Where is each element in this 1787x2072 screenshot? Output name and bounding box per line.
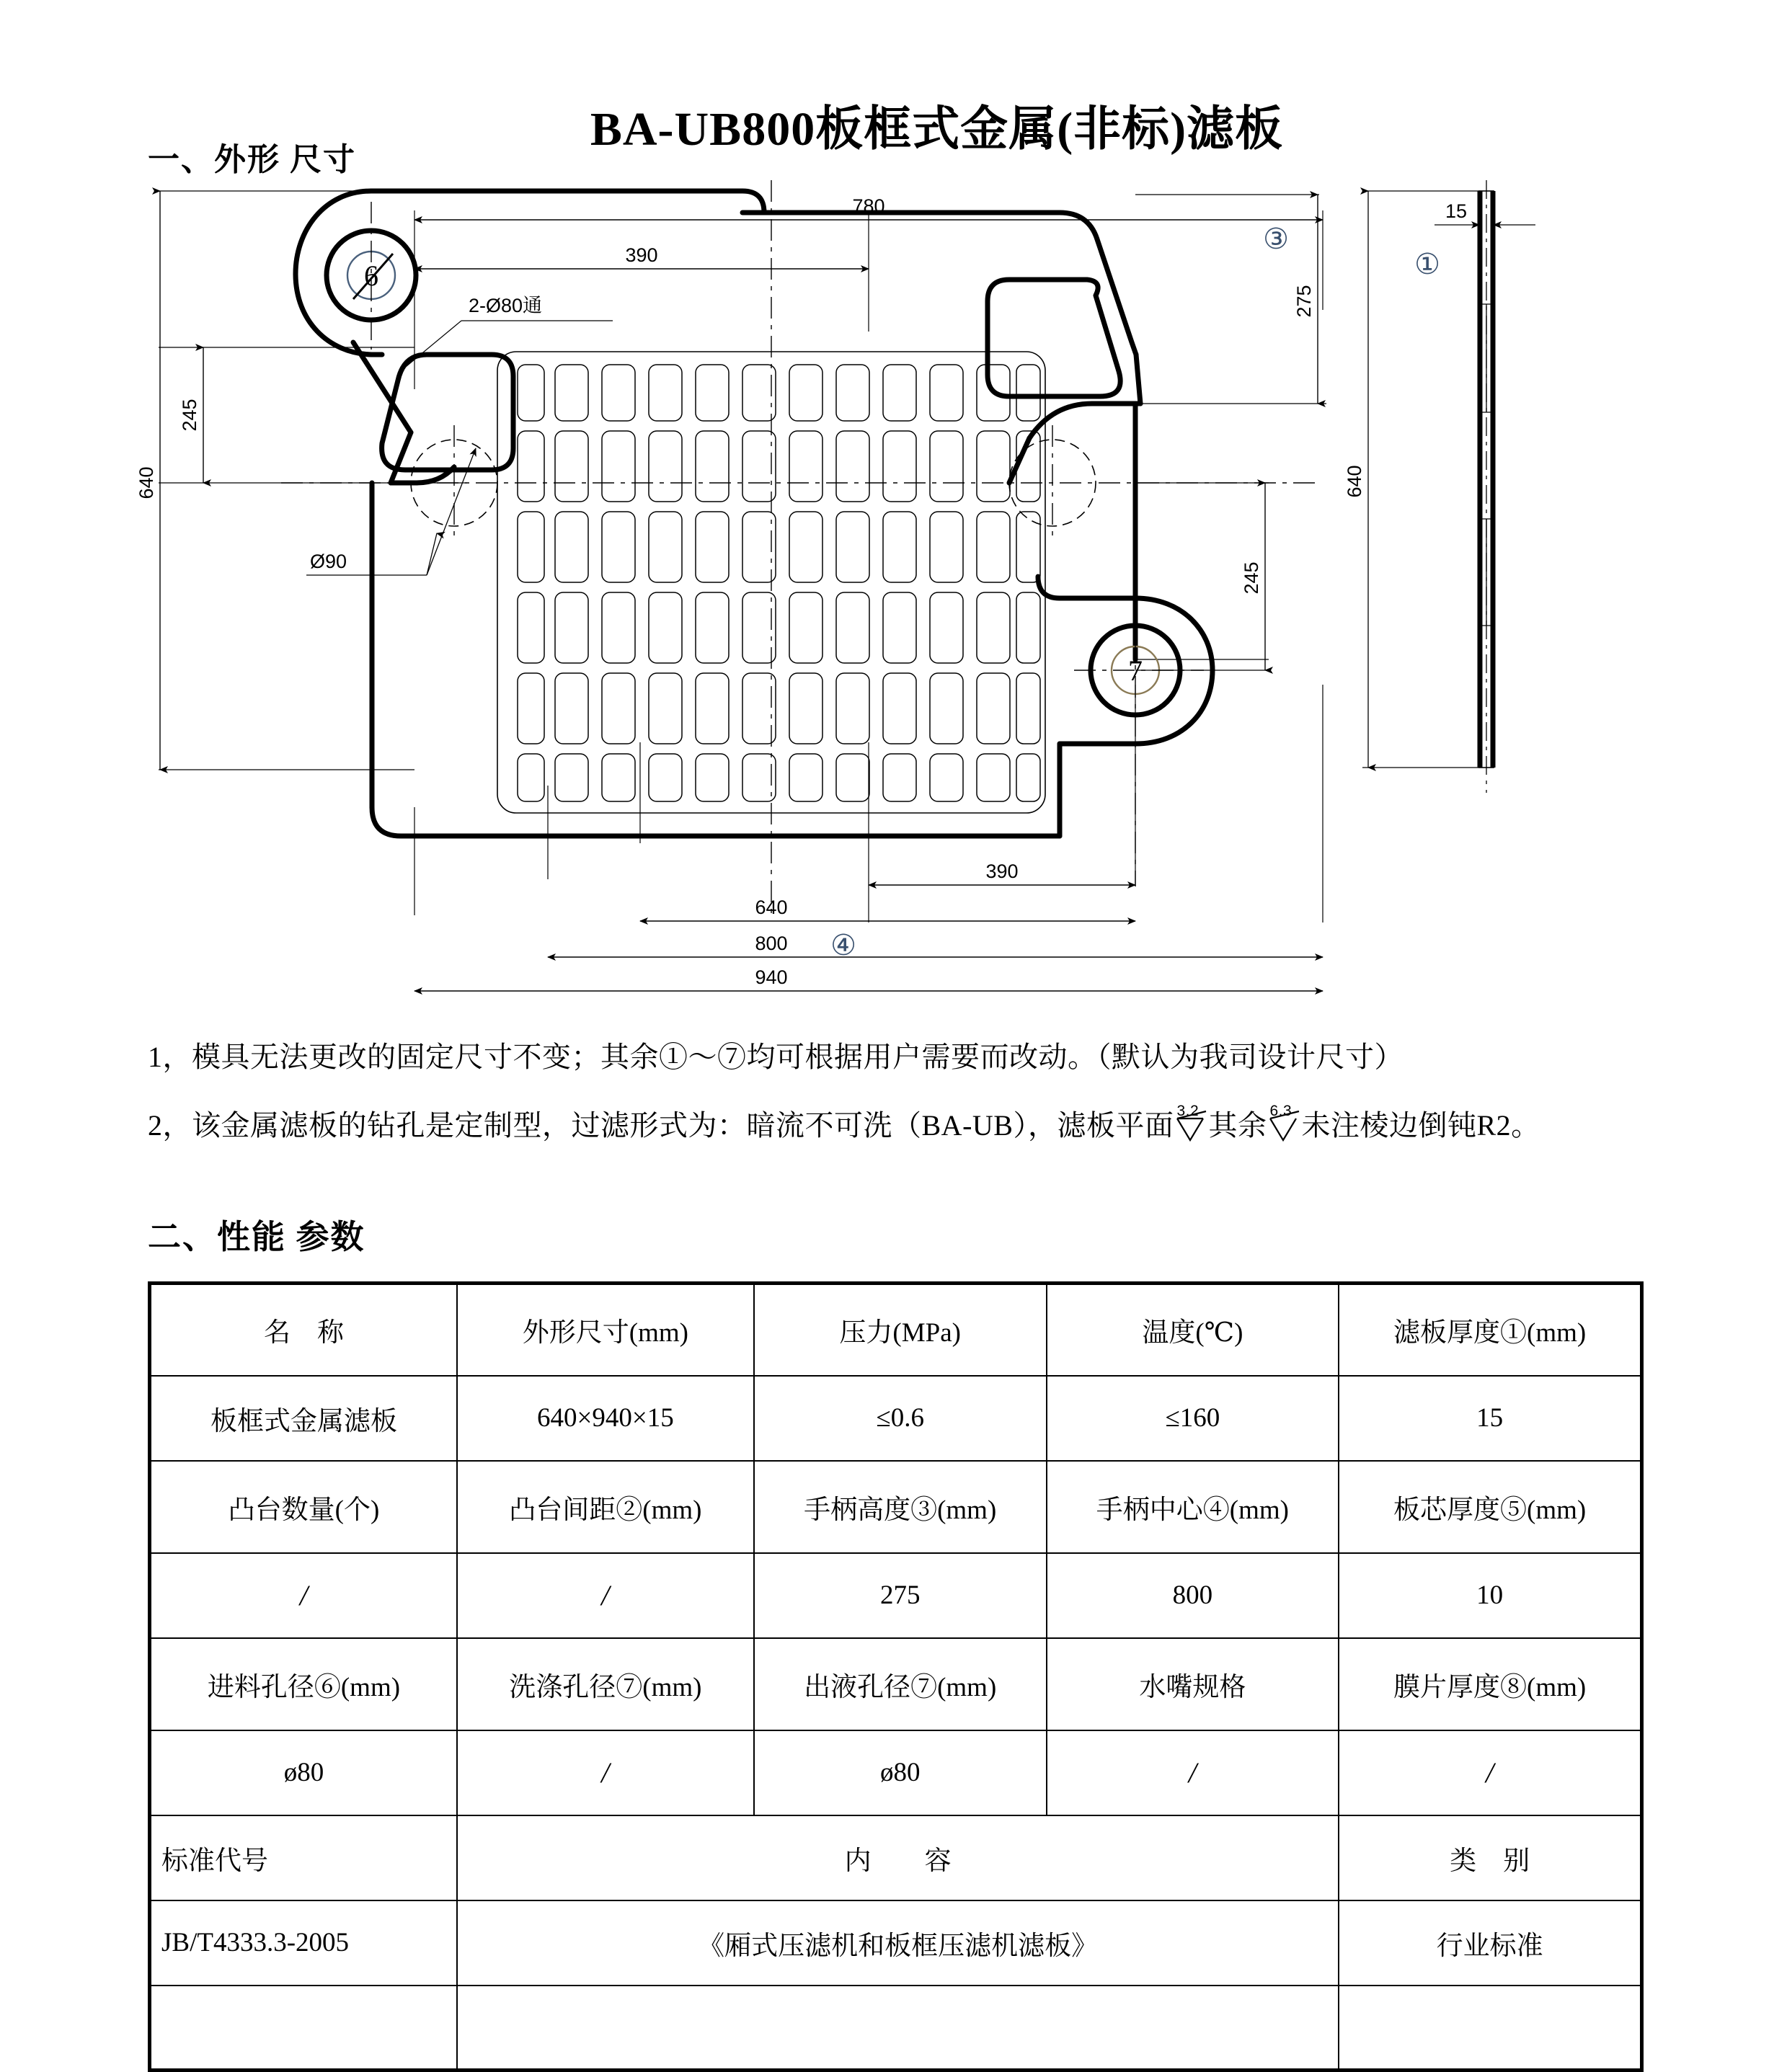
note-line-1: 1，模具无法更改的固定尺寸不变；其余①～⑦均可根据用户需要而改动。（默认为我司设计尺寸） <box>148 1041 1404 1073</box>
table-cell: 275 <box>754 1553 1047 1638</box>
table-cell: 板芯厚度⑤(mm) <box>1339 1461 1641 1553</box>
table-row <box>150 1376 1642 1461</box>
dim-bottom-640: 640 <box>755 897 788 918</box>
roughness-symbol-3-2 <box>1174 1103 1207 1140</box>
note-2-text-b: 其余 <box>1208 1109 1267 1142</box>
table-cell: 标准代号 <box>150 1815 457 1900</box>
table-cell: 凸台间距②(mm) <box>457 1461 754 1553</box>
table-row <box>150 1461 1642 1553</box>
table-cell: 手柄中心④(mm) <box>1047 1461 1339 1553</box>
table-row <box>150 1553 1642 1638</box>
technical-drawing <box>136 195 1651 995</box>
dim-dia-90: Ø90 <box>310 551 347 572</box>
dim-bottom-940: 940 <box>755 966 788 988</box>
note-line-2 <box>148 1103 1540 1144</box>
table-cell: 名 称 <box>150 1284 457 1376</box>
table-row-blank <box>150 1986 1642 2071</box>
table-cell: / <box>1047 1730 1339 1815</box>
side-view <box>1344 180 1535 793</box>
table-cell: / <box>457 1730 754 1815</box>
table-cell: JB/T4333.3-2005 <box>150 1900 457 1986</box>
table-cell: 进料孔径⑥(mm) <box>150 1638 457 1730</box>
filter-slot-grid <box>518 365 1040 801</box>
table-cell: 压力(MPa) <box>754 1284 1047 1376</box>
table-cell: 10 <box>1339 1553 1641 1638</box>
table-cell: ø80 <box>754 1730 1047 1815</box>
table-cell: 类 别 <box>1339 1815 1641 1900</box>
table-cell: ≤0.6 <box>754 1376 1047 1461</box>
dim-right-245: 245 <box>1241 561 1262 595</box>
table-cell: 板框式金属滤板 <box>150 1376 457 1461</box>
dim-bottom-800: 800 <box>755 933 788 954</box>
roughness-value-6-3: 6.3 <box>1269 1103 1292 1119</box>
table-cell: 水嘴规格 <box>1047 1638 1339 1730</box>
performance-parameter-table <box>148 1281 1644 2072</box>
roughness-symbol-6-3 <box>1267 1103 1300 1140</box>
dim-bottom-390: 390 <box>985 861 1019 882</box>
table-cell: 《厢式压滤机和板框压滤机滤板》 <box>457 1900 1339 1986</box>
marker-4: ④ <box>830 929 856 961</box>
table-cell: 内 容 <box>457 1815 1339 1900</box>
table-cell: / <box>150 1553 457 1638</box>
table-row-standard <box>150 1900 1642 1986</box>
filter-plate-drawing-svg <box>136 195 1651 995</box>
page-title: BA-UB800板框式金属(非标)滤板 <box>590 103 1284 156</box>
table-cell: 洗涤孔径⑦(mm) <box>457 1638 754 1730</box>
table-cell: 外形尺寸(mm) <box>457 1284 754 1376</box>
svg-text:7: 7 <box>1128 654 1143 687</box>
dim-side-15: 15 <box>1445 200 1468 222</box>
note-2-text-c: 未注棱边倒钝R2。 <box>1301 1109 1540 1142</box>
table-cell: ø80 <box>150 1730 457 1815</box>
table-cell <box>457 1986 1339 2071</box>
table-cell: 出液孔径⑦(mm) <box>754 1638 1047 1730</box>
dim-hole-callout: 2-Ø80通 <box>469 295 543 316</box>
table-cell: 15 <box>1339 1376 1641 1461</box>
dim-left-245: 245 <box>179 399 200 432</box>
table-cell: 凸台数量(个) <box>150 1461 457 1553</box>
marker-1: ① <box>1414 248 1440 280</box>
dim-top-390: 390 <box>625 244 658 266</box>
table-cell: / <box>457 1553 754 1638</box>
section-2-heading: 二、性能 参数 <box>148 1219 365 1255</box>
table-cell <box>1339 1986 1641 2071</box>
table-cell: 640×940×15 <box>457 1376 754 1461</box>
dim-left-640: 640 <box>136 466 157 499</box>
table-cell: 温度(℃) <box>1047 1284 1339 1376</box>
section-1-heading: 一、外形 尺寸 <box>148 142 356 177</box>
table-row <box>150 1284 1642 1376</box>
table-cell: 膜片厚度⑧(mm) <box>1339 1638 1641 1730</box>
table-cell: ≤160 <box>1047 1376 1339 1461</box>
plate-outline <box>296 191 1212 836</box>
table-cell: 手柄高度③(mm) <box>754 1461 1047 1553</box>
table-row <box>150 1638 1642 1730</box>
table-cell <box>150 1986 457 2071</box>
table-cell: / <box>1339 1730 1641 1815</box>
dim-side-640: 640 <box>1344 465 1365 498</box>
table-row-standard-header <box>150 1815 1642 1900</box>
table-row <box>150 1730 1642 1815</box>
table-cell: 行业标准 <box>1339 1900 1641 1986</box>
dim-right-275: 275 <box>1293 285 1315 318</box>
note-2-text-a: 2，该金属滤板的钻孔是定制型，过滤形式为：暗流不可洗（BA-UB），滤板平面 <box>148 1109 1174 1142</box>
table-cell: 滤板厚度①(mm) <box>1339 1284 1641 1376</box>
marker-3: ③ <box>1263 223 1289 255</box>
dim-top-780: 780 <box>852 195 885 217</box>
roughness-value-3-2: 3.2 <box>1176 1103 1200 1119</box>
table-cell: 800 <box>1047 1553 1339 1638</box>
svg-text:6: 6 <box>364 259 378 292</box>
